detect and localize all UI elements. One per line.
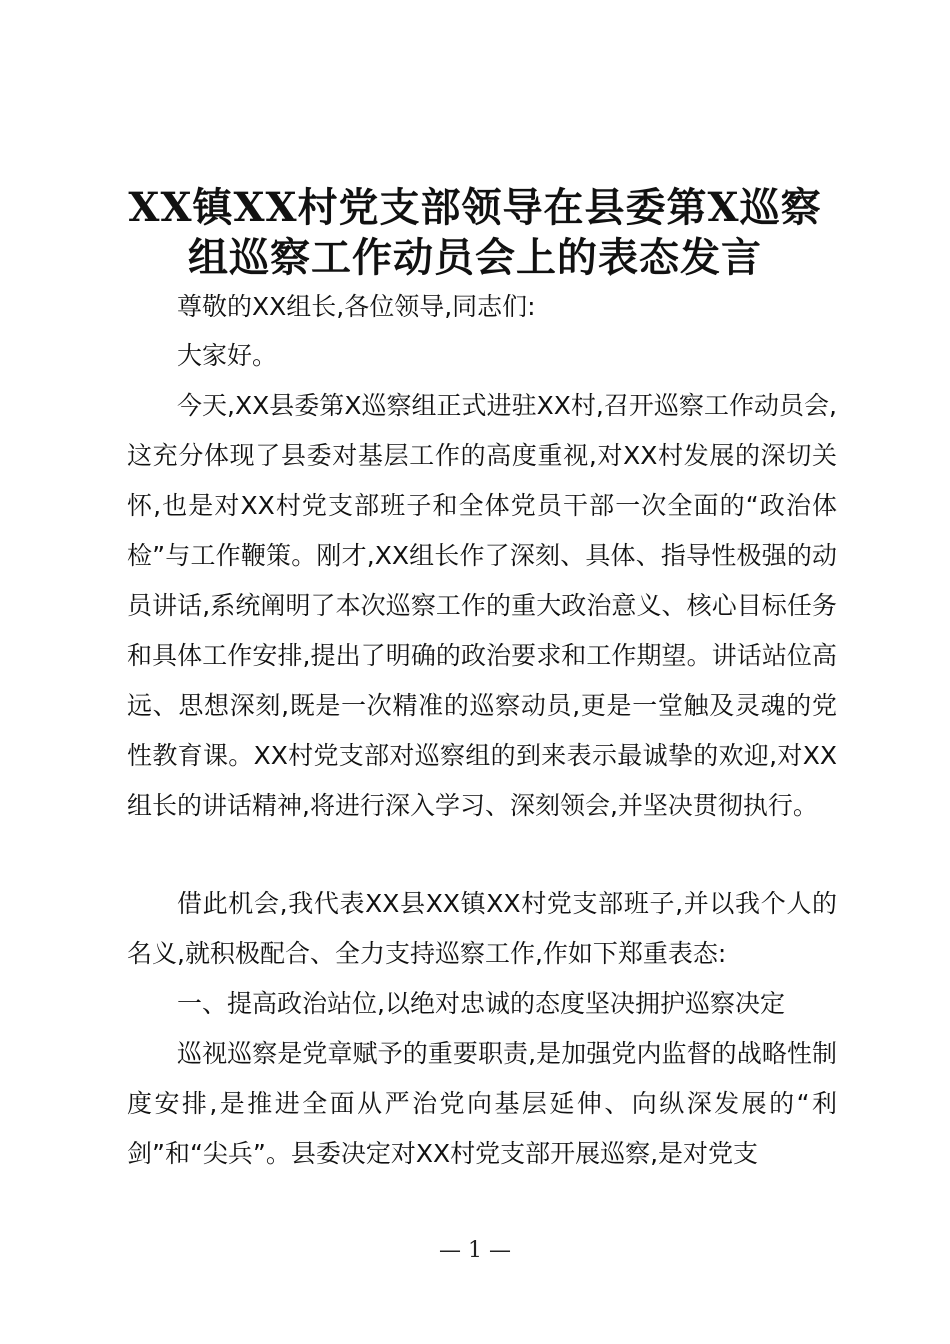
- intro-paragraph: 今天,XX县委第X巡察组正式进驻XX村,召开巡察工作动员会,这充分体现了县委对基层工作的高度重视,对XX村发展的深切关怀,也是对XX村党支部班子和全体党员干部一次全面的“政治体检”与工作鞭策。刚才,XX组长作了深刻、具体、指导性极强的动员讲话,系统阐明了本次巡察工作的重大政治意义、核心目标任务和具体工作安排,提出了明确的政治要求和工作期望。讲话站位高远、思想深刻,既是一次精准的巡察动员,更是一堂触及灵魂的党性教育课。XX村党支部对巡察组的到来表示最诚挚的欢迎,对XX组长的讲话精神,将进行深入学习、深刻领会,并坚决贯彻执行。: [127, 391, 837, 820]
- salutation-paragraph: 尊敬的XX组长,各位领导,同志们:: [177, 292, 536, 321]
- page-number-footer: — 1 —: [439, 1238, 511, 1263]
- document-title-line-2: 组巡察工作动员会上的表态发言: [188, 234, 762, 281]
- greeting-paragraph: 大家好。: [177, 341, 278, 370]
- section-heading-1: 一、提高政治站位,以绝对忠诚的态度坚决拥护巡察决定: [177, 989, 785, 1018]
- section-1-body-paragraph: 巡视巡察是党章赋予的重要职责,是加强党内监督的战略性制度安排,是推进全面从严治党向基层延伸、向纵深发展的“利剑”和“尖兵”。县委决定对XX村党支部开展巡察,是对党支: [127, 1039, 837, 1168]
- pledge-paragraph: 借此机会,我代表XX县XX镇XX村党支部班子,并以我个人的名义,就积极配合、全力支持巡察工作,作如下郑重表态:: [127, 889, 837, 968]
- document-title-line-1: XX镇XX村党支部领导在县委第X巡察: [128, 184, 822, 231]
